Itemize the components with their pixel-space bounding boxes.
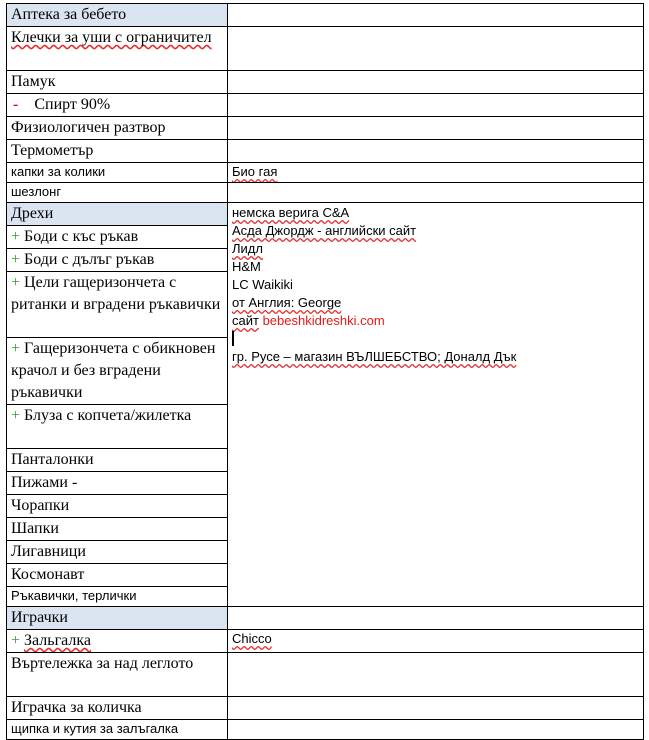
text-cursor-icon [232, 331, 234, 346]
clothes-shops-cell [228, 203, 644, 607]
table-row [7, 71, 644, 94]
item-note [228, 183, 644, 203]
dash-bullet-icon: - [13, 96, 19, 113]
item-note [228, 27, 644, 71]
item-label: Играчка за количка [7, 697, 228, 720]
section-header-pharmacy-notes [228, 4, 644, 27]
item-label: щипка и кутия за залъгалка [7, 720, 228, 740]
shop-line: Лидл [232, 241, 263, 256]
item-label: - Спирт 90% [7, 94, 228, 117]
table-row [7, 720, 644, 740]
shop-line: немска верига С&A [232, 205, 350, 220]
item-note: Био гая [228, 163, 644, 183]
item-note [228, 140, 644, 163]
item-label: Клечки за уши с ограничител [7, 27, 228, 71]
plus-icon: + [11, 632, 21, 649]
item-label: + Боди с къс ръкав [7, 226, 228, 249]
plus-icon: + [11, 340, 21, 357]
item-label: Шапки [7, 518, 228, 541]
item-label: + Гащеризончета с обикновен крачол и без вградени ръкавички [7, 338, 228, 405]
shop-line: гр. Русе – магазин ВЪЛШЕБСТВО; Доналд Дък [232, 349, 517, 364]
item-note: Chicco [228, 630, 644, 653]
item-label: Въртележка за над леглото [7, 653, 228, 697]
document-page [6, 3, 643, 740]
table-row [7, 653, 644, 697]
item-label: Чорапки [7, 495, 228, 518]
section-header-row-toys [7, 607, 644, 630]
item-label: Космонавт [7, 564, 228, 587]
table-row [7, 117, 644, 140]
item-label: Физиологичен разтвор [7, 117, 228, 140]
section-header-clothes: Дрехи [7, 203, 228, 226]
item-label: Пижами - [7, 472, 228, 495]
item-note [228, 71, 644, 94]
section-header-pharmacy: Аптека за бебето [7, 4, 228, 27]
item-note [228, 94, 644, 117]
table-row [7, 183, 644, 203]
item-note [228, 697, 644, 720]
plus-icon: + [11, 407, 21, 424]
text-cursor [232, 330, 639, 348]
item-label: + Блуза с копчета/жилетка [7, 405, 228, 449]
shop-line: LC Waikiki [232, 277, 293, 292]
section-header-row-pharmacy [7, 4, 644, 27]
item-label: + Цели гащеризончета с ританки и вградени ръкавички [7, 272, 228, 338]
item-label: шезлонг [7, 183, 228, 203]
item-label: капки за колики [7, 163, 228, 183]
table-row [7, 697, 644, 720]
table-row [7, 27, 644, 71]
plus-icon: + [11, 228, 21, 245]
item-label: Лигавници [7, 541, 228, 564]
section-header-row-clothes [7, 203, 644, 226]
table-row [7, 140, 644, 163]
section-header-toys: Играчки [7, 607, 228, 630]
plus-icon: + [11, 251, 21, 268]
table-row [7, 163, 644, 183]
item-label: + Зальгалка [7, 630, 228, 653]
shop-line: сайт bebeshkidreshki.com [232, 313, 385, 328]
item-note [228, 117, 644, 140]
item-label: Ръкавички, терлички [7, 587, 228, 607]
baby-checklist-table [6, 3, 644, 740]
table-row [7, 94, 644, 117]
table-row [7, 630, 644, 653]
section-header-toys-notes [228, 607, 644, 630]
item-note [228, 653, 644, 697]
shop-line: от Англия: George [232, 295, 342, 310]
shop-line: Асда Джордж - английски сайт [232, 223, 417, 238]
item-label: Термометър [7, 140, 228, 163]
shop-line: H&M [232, 259, 261, 274]
item-label: + Боди с дълъг ръкав [7, 249, 228, 272]
shop-link[interactable]: bebeshkidreshki.com [262, 313, 385, 328]
item-label: Панталонки [7, 449, 228, 472]
item-note [228, 720, 644, 740]
item-label: Памук [7, 71, 228, 94]
plus-icon: + [11, 274, 21, 291]
